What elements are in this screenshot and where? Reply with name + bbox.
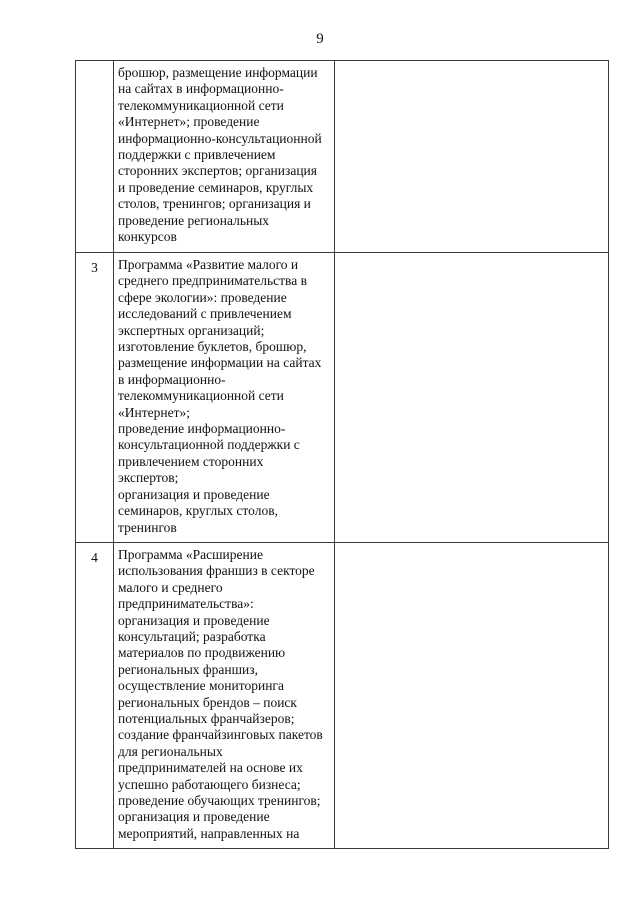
text-line: материалов по продвижению: [118, 645, 286, 661]
text-line: поддержки с привлечением: [118, 147, 276, 163]
row-number-cell: [76, 61, 114, 253]
text-line: брошюр, размещение информации: [118, 65, 318, 80]
text-line: организация и проведение: [118, 486, 270, 502]
text-line: мероприятий, направленных на: [118, 825, 300, 841]
text-line: экспертных организаций;: [118, 322, 265, 338]
text-line: тренингов: [118, 519, 177, 535]
text-line: привлечением сторонних: [118, 453, 264, 469]
text-line: проведение обучающих тренингов;: [118, 793, 321, 808]
text-line: размещение информации на сайтах: [118, 355, 322, 371]
text-line: среднего предпринимательства в: [118, 273, 307, 289]
program-description-cell: [114, 542, 335, 848]
text-line: проведение информационно-: [118, 421, 286, 437]
text-line: для региональных: [118, 743, 223, 759]
program-description-cell: [114, 61, 335, 253]
text-line: потенциальных франчайзеров;: [118, 710, 295, 726]
text-line: изготовление буклетов, брошюр,: [118, 339, 307, 355]
text-line: исследований с привлечением: [118, 306, 292, 322]
text-line: Программа «Развитие малого и: [118, 257, 299, 272]
text-line: столов, тренингов; организация и: [118, 196, 311, 212]
text-line: и проведение семинаров, круглых: [118, 179, 314, 195]
text-line: сфере экологии»: проведение: [118, 289, 287, 305]
text-line: в информационно-: [118, 371, 226, 387]
table-row: [76, 61, 609, 253]
text-line: конкурсов: [118, 229, 177, 245]
text-line: малого и среднего: [118, 579, 223, 595]
row-number-cell: 3: [76, 253, 114, 543]
text-line: предпринимательства»:: [118, 596, 254, 612]
text-line: семинаров, круглых столов,: [118, 503, 278, 519]
text-line: организация и проведение: [118, 612, 270, 628]
table-row: [76, 542, 609, 848]
text-line: консультаций; разработка: [118, 628, 266, 644]
empty-cell: [335, 253, 609, 543]
text-line: «Интернет»; проведение: [118, 114, 260, 130]
row-number-cell: 4: [76, 542, 114, 848]
text-line: создание франчайзинговых пакетов: [118, 727, 323, 743]
text-line: проведение региональных: [118, 212, 270, 228]
empty-cell: [335, 61, 609, 253]
text-line: сторонних экспертов; организация: [118, 163, 317, 179]
text-line: региональных брендов – поиск: [118, 694, 297, 710]
text-line: консультационной поддержки с: [118, 437, 300, 453]
program-table: [75, 60, 609, 849]
page-number: 9: [316, 31, 324, 47]
table-row: [76, 253, 609, 543]
text-line: Программа «Расширение: [118, 546, 263, 562]
text-line: использования франшиз в секторе: [118, 563, 315, 579]
empty-cell: [335, 542, 609, 848]
text-line: телекоммуникационной сети: [118, 388, 284, 404]
text-line: «Интернет»;: [118, 404, 190, 420]
text-line: на сайтах в информационно-: [118, 81, 284, 97]
text-line: успешно работающего бизнеса;: [118, 776, 301, 792]
program-description-cell: [114, 253, 335, 543]
text-line: телекоммуникационной сети: [118, 97, 284, 113]
text-line: организация и проведение: [118, 809, 270, 825]
text-line: осуществление мониторинга: [118, 678, 284, 694]
text-line: экспертов;: [118, 470, 179, 486]
text-line: региональных франшиз,: [118, 661, 258, 677]
text-line: предпринимателей на основе их: [118, 760, 303, 776]
text-line: информационно-консультационной: [118, 130, 322, 146]
